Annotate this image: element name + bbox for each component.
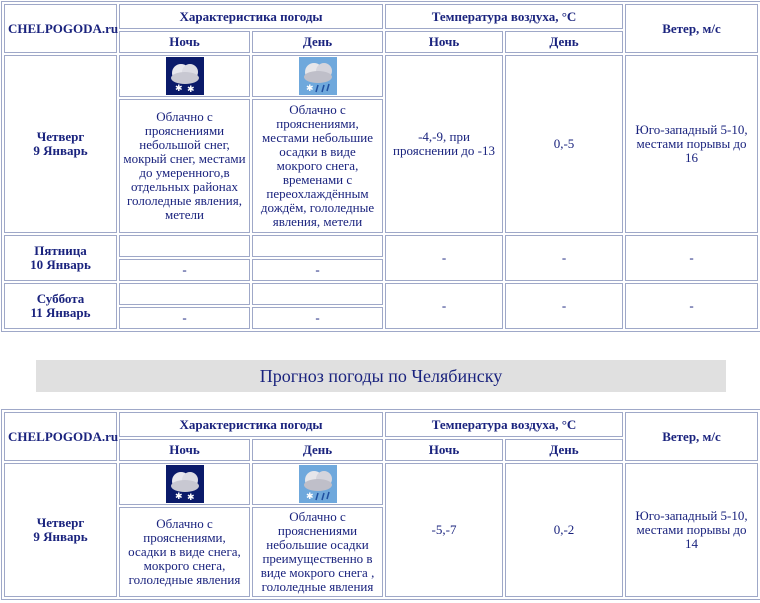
desc-night: Облачно с прояснениями небольшой снег, мокрый снег, местами до умеренного,в отдельных районах гололедные явления, метели xyxy=(119,99,250,233)
header-characteristic: Характеристика погоды xyxy=(119,412,383,437)
cloud-snow-night-icon xyxy=(166,57,204,95)
day-weather-icon-cell xyxy=(252,235,383,257)
day-cell xyxy=(4,283,117,329)
night-weather-icon-cell xyxy=(119,463,250,505)
desc-day: Облачно с прояснениями, местами небольшие осадки в виде мокрого снега, временами с переохлаждённым дождём, гололедные явления, метели xyxy=(252,99,383,233)
night-weather-icon-cell xyxy=(119,235,250,257)
header-temp-day: День xyxy=(505,439,623,461)
temp-night: -5,-7 xyxy=(385,463,503,597)
header-temperature: Температура воздуха, °C xyxy=(385,4,623,29)
site-logo-link[interactable]: CHELPOGODA.ru xyxy=(4,412,117,461)
day-name: Четверг xyxy=(36,129,85,144)
desc-night: - xyxy=(119,259,250,281)
day-weather-icon-cell xyxy=(252,463,383,505)
header-temp-night: Ночь xyxy=(385,439,503,461)
day-name: Суббота xyxy=(36,291,85,306)
forecast-table-1 xyxy=(1,1,760,332)
day-cell xyxy=(4,55,117,233)
temp-day: - xyxy=(505,283,623,329)
day-date: 9 Январь xyxy=(33,529,88,544)
day-date: 11 Январь xyxy=(30,305,91,320)
header-night: Ночь xyxy=(119,439,250,461)
wind: - xyxy=(625,283,758,329)
day-name: Пятница xyxy=(34,243,87,258)
desc-night: - xyxy=(119,307,250,329)
header-temp-day: День xyxy=(505,31,623,53)
forecast-table-2 xyxy=(1,409,760,600)
day-name: Четверг xyxy=(36,515,85,530)
day-cell xyxy=(4,463,117,597)
night-weather-icon-cell xyxy=(119,283,250,305)
site-logo-link[interactable]: CHELPOGODA.ru xyxy=(4,4,117,53)
cloud-snow-night-icon xyxy=(166,465,204,503)
header-night: Ночь xyxy=(119,31,250,53)
header-temp-night: Ночь xyxy=(385,31,503,53)
header-day: День xyxy=(252,31,383,53)
cloud-snow-rain-day-icon xyxy=(299,465,337,503)
day-cell xyxy=(4,235,117,281)
day-weather-icon-cell xyxy=(252,283,383,305)
temp-night: - xyxy=(385,235,503,281)
desc-night: Облачно с прояснениями, осадки в виде снега, мокрого снега, гололедные явления xyxy=(119,507,250,597)
header-wind: Ветер, м/с xyxy=(625,4,758,53)
header-wind: Ветер, м/с xyxy=(625,412,758,461)
header-temperature: Температура воздуха, °C xyxy=(385,412,623,437)
day-weather-icon-cell xyxy=(252,55,383,97)
desc-day: Облачно с прояснениями небольшие осадки преимущественно в виде мокрого снега , гололедные явления xyxy=(252,507,383,597)
desc-day: - xyxy=(252,259,383,281)
wind: Юго-западный 5-10, местами порывы до 16 xyxy=(625,55,758,233)
desc-day: - xyxy=(252,307,383,329)
cloud-snow-rain-day-icon xyxy=(299,57,337,95)
day-date: 9 Январь xyxy=(33,143,88,158)
temp-day: 0,-2 xyxy=(505,463,623,597)
temp-day: - xyxy=(505,235,623,281)
temp-night: - xyxy=(385,283,503,329)
day-date: 10 Январь xyxy=(30,257,91,272)
forecast-banner: Прогноз погоды по Челябинску xyxy=(36,360,726,392)
night-weather-icon-cell xyxy=(119,55,250,97)
temp-day: 0,-5 xyxy=(505,55,623,233)
wind: Юго-западный 5-10, местами порывы до 14 xyxy=(625,463,758,597)
header-characteristic: Характеристика погоды xyxy=(119,4,383,29)
header-day: День xyxy=(252,439,383,461)
temp-night: -4,-9, при прояснении до -13 xyxy=(385,55,503,233)
wind: - xyxy=(625,235,758,281)
